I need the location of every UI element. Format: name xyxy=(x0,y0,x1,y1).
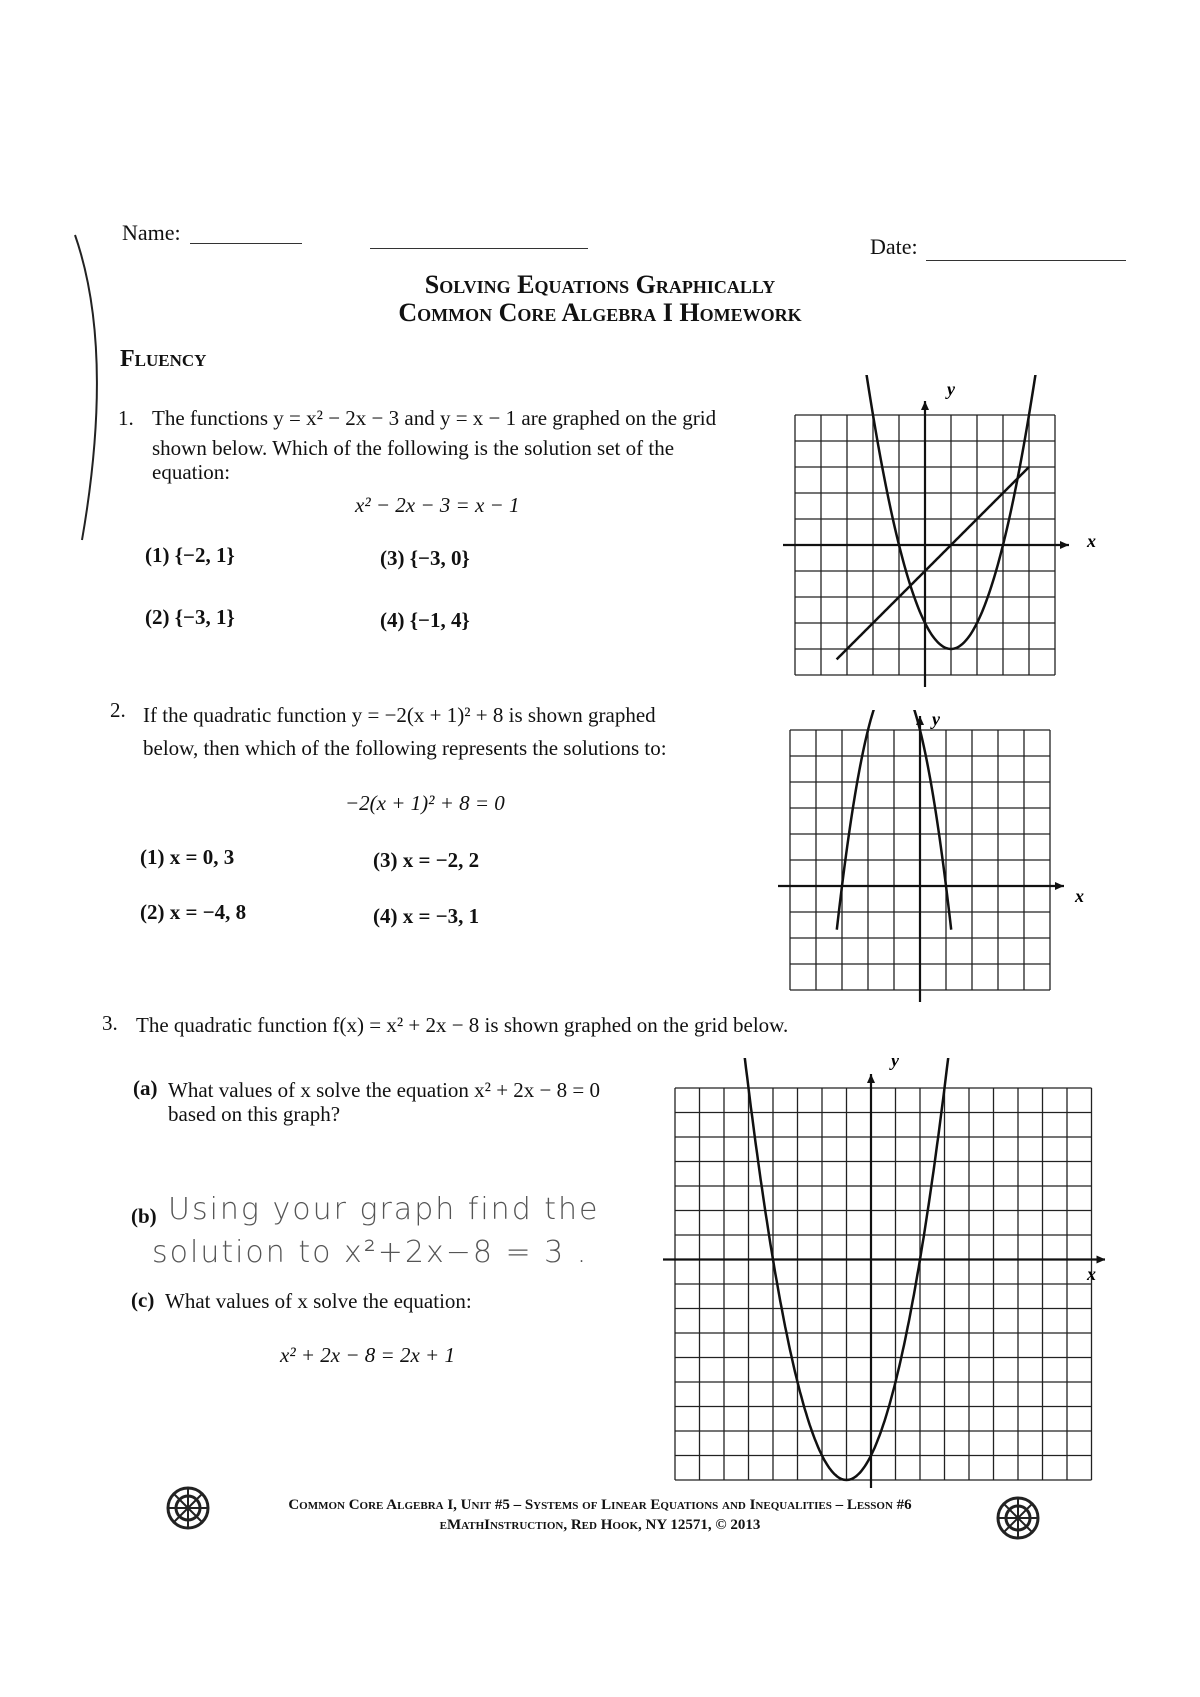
q1-equation: x² − 2x − 3 = x − 1 xyxy=(355,493,520,517)
date-line[interactable] xyxy=(926,260,1126,261)
q3-c-equation: x² + 2x − 8 = 2x + 1 xyxy=(280,1343,455,1367)
q3-b-handwritten-1: Using your graph find the xyxy=(168,1192,600,1227)
q2-choice-4[interactable]: (4) x = −3, 1 xyxy=(373,904,480,928)
x-axis-arrow xyxy=(1060,541,1069,549)
y-axis-label: y xyxy=(947,379,955,399)
footer-line-2: eMathInstruction, Red Hook, NY 12571, © 2013 xyxy=(439,1517,761,1533)
y-axis-label: y xyxy=(891,1058,899,1070)
footer-line-1: Common Core Algebra I, Unit #5 – Systems of Linear Equations and Inequalities – Lesson #6 xyxy=(288,1497,912,1513)
q3-a-label: (a) xyxy=(133,1076,158,1100)
q2-choice-3[interactable]: (3) x = −2, 2 xyxy=(373,848,480,872)
q3-b-handwritten-2: solution to x²+2x−8 = 3 . xyxy=(152,1235,589,1270)
q3-a-text-2: based on this graph? xyxy=(168,1102,341,1126)
q3-b-label: (b) xyxy=(131,1204,157,1228)
q1-choice-4[interactable]: (4) {−1, 4} xyxy=(380,608,470,632)
y-axis-arrow xyxy=(867,1074,875,1083)
q3-number: 3. xyxy=(102,1011,118,1035)
q2-text-a: If the quadratic function y = −2(x + 1)² + 8 is shown graphed xyxy=(143,703,656,727)
date-label: Date: xyxy=(870,234,918,259)
grid-q2 xyxy=(778,716,1064,1002)
grid-q1 xyxy=(783,401,1069,687)
q1-number: 1. xyxy=(118,406,134,430)
x-axis-label: x xyxy=(1087,531,1096,551)
title-line-1: Solving Equations Graphically xyxy=(424,270,776,299)
q2-equation: −2(x + 1)² + 8 = 0 xyxy=(345,791,505,815)
q1-choice-2[interactable]: (2) {−3, 1} xyxy=(145,605,235,629)
q3-text: The quadratic function f(x) = x² + 2x − 8 is shown graphed on the grid below. xyxy=(136,1013,789,1037)
x-axis-label: x xyxy=(1075,886,1084,906)
q2-number: 2. xyxy=(110,698,126,722)
q2-choice-1[interactable]: (1) x = 0, 3 xyxy=(140,845,235,869)
q3-a-text-1: What values of x solve the equation x² + 2x − 8 = 0 xyxy=(168,1078,600,1102)
y-axis-arrow xyxy=(921,401,929,410)
graph-q2 xyxy=(770,710,1100,1020)
q1-choice-1[interactable]: (1) {−2, 1} xyxy=(145,543,235,567)
graph-q1 xyxy=(775,375,1105,705)
name-line[interactable] xyxy=(190,243,302,244)
q2-choice-2[interactable]: (2) x = −4, 8 xyxy=(140,900,247,924)
section-heading: Fluency xyxy=(120,346,207,372)
title-line-2: Common Core Algebra I Homework xyxy=(398,298,802,327)
q2-text-b: below, then which of the following represents the solutions to: xyxy=(143,736,667,760)
name-label: Name: xyxy=(122,220,181,245)
q1-text-b: shown below. Which of the following is the solution set of the xyxy=(152,436,675,460)
x-axis-label: x xyxy=(1087,1264,1096,1284)
name-line-2[interactable] xyxy=(370,248,588,249)
q1-choice-3[interactable]: (3) {−3, 0} xyxy=(380,546,470,570)
x-axis-arrow xyxy=(1097,1256,1106,1264)
x-axis-arrow xyxy=(1055,882,1064,890)
q1-text-c: equation: xyxy=(152,460,231,484)
margin-bracket xyxy=(60,230,120,550)
logo-right xyxy=(995,1495,1041,1541)
y-axis-label: y xyxy=(932,710,940,729)
q3-c-label: (c) xyxy=(131,1288,155,1312)
q3-c-text: What values of x solve the equation: xyxy=(165,1289,472,1313)
q1-text-a: The functions y = x² − 2x − 3 and y = x − 1 are graphed on the grid xyxy=(152,406,717,430)
line-curve xyxy=(837,467,1029,659)
graph-q3 xyxy=(655,1058,1105,1488)
